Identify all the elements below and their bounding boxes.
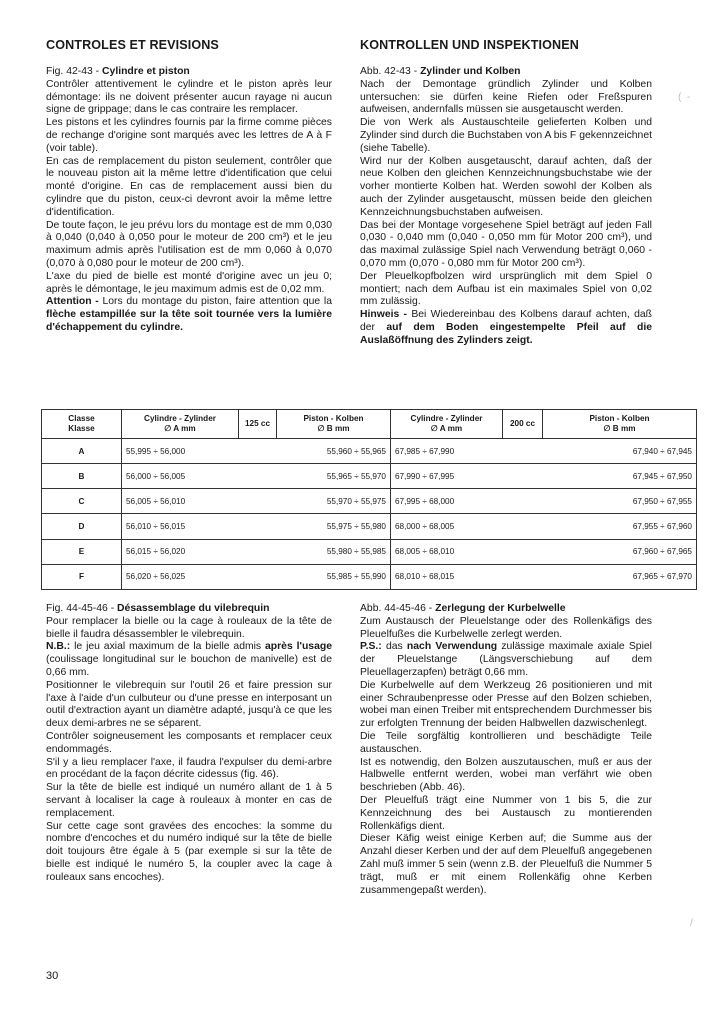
header-cylinder-125: Cylindre - Zylinder ∅ A mm [122, 410, 239, 439]
cylinder-125-cell: 56,020 ÷ 56,025 [122, 564, 239, 589]
piston-200-cell: 67,945 ÷ 67,950 [543, 464, 697, 489]
piston-200-cell: 67,940 ÷ 67,945 [543, 439, 697, 464]
cylinder-200-cell: 68,005 ÷ 68,010 [391, 539, 503, 564]
header-125cc: 125 cc [239, 410, 277, 439]
section-heading-de: KONTROLLEN UND INSPEKTIONEN [360, 38, 579, 52]
scan-mark: / [690, 918, 693, 929]
cylinder-200-cell: 68,010 ÷ 68,015 [391, 564, 503, 589]
class-cell: A [42, 439, 122, 464]
header-classe: Classe Klasse [42, 410, 122, 439]
cylinder-200-cell: 67,995 ÷ 68,000 [391, 489, 503, 514]
fr-paragraph: Sur cette cage sont gravées des encoches: la somme du nombre d'encoches et du numéro indiqué sur la tête de bielle doit toujours être égale à 5 (par exemple si sur la tête de bielle est indiqué le numéro 5, la coupler avec la cage à rouleaux sans encoches). [46, 820, 332, 883]
piston-125-cell: 55,980 ÷ 55,985 [277, 539, 391, 564]
piston-200-cell: 67,950 ÷ 67,955 [543, 489, 697, 514]
class-cell: B [42, 464, 122, 489]
table-row [42, 439, 697, 464]
piston-200-cell: 67,955 ÷ 67,960 [543, 514, 697, 539]
fr-paragraph: Positionner le vilebrequin sur l'outil 26 et faire pression sur l'axe à l'aide d'un culbuteur ou d'une presse en interposant un outil d'extraction ayant un diamètre adapté, jusqu'à ce que les deux demi-arbres ne se séparent. [46, 679, 332, 730]
cylinder-125-cell: 56,000 ÷ 56,005 [122, 464, 239, 489]
table-row [42, 514, 697, 539]
de-paragraph: Wird nur der Kolben ausgetauscht, darauf achten, daß der neue Kolben den gleichen Kennzeichnungsbuchstabe wie der vorher montierte Kolben hat. Werden sowohl der Kolben als auch der Zylinder ausgetauscht, müssen beide den gleichen Kennzeichnungsbuchstaben aufweisen. [360, 155, 652, 218]
de-hint-note: Hinweis - Bei Wiedereinbau des Kolbens darauf achten, daß der auf dem Boden eingestempelte Pfeil auf die Auslaßöffnung des Zylinders zeigt. [360, 309, 653, 346]
de-paragraph: Die Kurbelwelle auf dem Werkzeug 26 positionieren und mit einer Schraubenpresse oder Presse auf den Bolzen schieben, wobei man einen Treiber mit entsprechendem Durchmesser bis zur erfolgten Trennung der beiden Halbwellen dazwischenlegt. [360, 679, 652, 730]
class-cell: D [42, 514, 122, 539]
fr-attention-note: Attention - Lors du montage du piston, faire attention que la flèche estampillée sur la tête soit tournée vers la lumière d'échappement du cylindre. [46, 296, 332, 333]
piston-125-cell: 55,960 ÷ 55,965 [277, 439, 391, 464]
fr-paragraph: Contrôler soigneusement les composants et remplacer ceux endommagés. [46, 730, 332, 755]
table-row [42, 539, 697, 564]
piston-125-cell: 55,970 ÷ 55,975 [277, 489, 391, 514]
de-paragraph: Die von Werk als Austauschteile gelieferten Kolben und Zylinder sind durch die Buchstaben von A bis F gekennzeichnet (siehe Tabelle). [360, 117, 652, 154]
de-ps-note: P.S.: das nach Verwendung zulässige maximale axiale Spiel der Pleuelstange (Längsverschiebung auf dem Pleuellagerzapfen) beträgt 0,66 mm. [360, 641, 652, 678]
fr-caption-crankshaft: Fig. 44-45-46 - Désassemblage du vilebrequin [46, 603, 270, 614]
fr-paragraph: De toute façon, le jeu prévu lors du montage est de mm 0,030 à 0,040 (0,040 à 0,050 pour le moteur de 200 cm³) et le jeu maximum admis après l'utilisation est de mm 0,060 à 0,070 (0,070 à 0,080 pour le moteur de 200 cm³). [46, 219, 332, 269]
cylinder-125-cell: 56,005 ÷ 56,010 [122, 489, 239, 514]
fr-paragraph: Sur la tête de bielle est indiqué un numéro allant de 1 à 5 servant à localiser la cage à rouleaux à monter en cas de remplacement. [46, 782, 332, 819]
de-paragraph: Dieser Käfig weist einige Kerben auf; die Summe aus der Anzahl dieser Kerben und der auf dem Pleuelfuß angegebenen Zahl muß immer 5 sein (wenn z.B. der Pleuelfuß die Nummer 5 trägt, muß er mit einem Rollenkäfig ohne Kerben zusammengepaßt werden). [360, 833, 652, 896]
class-cell: F [42, 564, 122, 589]
fr-nb-note: N.B.: le jeu axial maximum de la bielle admis après l'usage (coulissage longitudinal sur le bouchon de manivelle) est de 0,66 mm. [46, 641, 332, 678]
fr-crankshaft-section [46, 603, 332, 885]
cylinder-125-cell: 56,010 ÷ 56,015 [122, 514, 239, 539]
page-number: 30 [46, 970, 59, 982]
cylinder-125-cell: 56,015 ÷ 56,020 [122, 539, 239, 564]
de-caption-crankshaft: Abb. 44-45-46 - Zerlegung der Kurbelwelle [360, 603, 566, 614]
class-cell: E [42, 539, 122, 564]
cylinder-200-cell: 67,990 ÷ 67,995 [391, 464, 503, 489]
fr-paragraph: Pour remplacer la bielle ou la cage à rouleaux de la tête de bielle il faudra désassembler le vilebrequin. [46, 615, 332, 640]
de-paragraph: Das bei der Montage vorgesehene Spiel beträgt auf jeden Fall 0,030 - 0,040 mm (0,040 - 0,050 mm für Motor 200 cm³), und das maximal zulässige Spiel nach Verwendung beträgt 0,060 - 0,070 mm (0,070 - 0,080 mm für Motor 200 cm³). [360, 219, 652, 269]
fr-paragraph: L'axe du pied de bielle est monté d'origine avec un jeu 0; après le démontage, le jeu maximum admis est de 0,02 mm. [46, 270, 332, 295]
de-paragraph: Der Pleuelfuß trägt eine Nummer von 1 bis 5, die zur Kennzeichnung des bei Austausch zu montierenden Rollenkäfigs dient. [360, 794, 652, 832]
header-200cc: 200 cc [503, 410, 543, 439]
table-header-row [42, 410, 697, 439]
fr-paragraph: Contrôler attentivement le cylindre et le piston après leur démontage: ils ne doivent présenter aucun rayage ni aucun signe de grippage; dans le cas contraire les remplacer. [46, 78, 332, 116]
cylinder-125-cell: 55,995 ÷ 56,000 [122, 439, 239, 464]
cylinder-piston-class-table [41, 409, 697, 590]
fr-paragraph: En cas de remplacement du piston seulement, contrôler que le nouveau piston ait la même lettre d'identification que celui monté d'origine. En cas de remplacement aussi bien du cylindre que du piston, ceux-ci devront avoir la même lettre d'identification. [46, 155, 332, 218]
de-cylinder-piston-section [360, 66, 652, 348]
header-cylinder-200: Cylindre - Zylinder ∅ A mm [391, 410, 503, 439]
piston-200-cell: 67,960 ÷ 67,965 [543, 539, 697, 564]
de-caption-cylinder-piston: Abb. 42-43 - Zylinder und Kolben [360, 66, 521, 77]
de-paragraph: Nach der Demontage gründlich Zylinder und Kolben untersuchen: sie dürfen keine Riefen oder Freßspuren aufweisen, andernfalls müssen sie ausgetauscht werden. [360, 78, 652, 116]
de-paragraph: Die Teile sorgfältig kontrollieren und beschädigte Teile austauschen. [360, 730, 652, 755]
table-row [42, 489, 697, 514]
piston-125-cell: 55,965 ÷ 55,970 [277, 464, 391, 489]
table-row [42, 464, 697, 489]
de-crankshaft-section [360, 603, 652, 897]
de-paragraph: Der Pleuelkopfbolzen wird ursprünglich mit dem Spiel 0 montiert; nach dem Aufbau ist ein maximales Spiel von 0,02 mm zulässig. [360, 270, 652, 308]
de-paragraph: Zum Austausch der Pleuelstange oder des Rollenkäfigs des Pleuelfußes die Kurbelwelle zerlegt werden. [360, 615, 652, 640]
fr-paragraph: S'il y a lieu remplacer l'axe, il faudra l'expulser du demi-arbre en procédant de la façon décrite cidessus (fig. 46). [46, 756, 332, 781]
header-piston-200: Piston - Kolben ∅ B mm [543, 410, 697, 439]
class-cell: C [42, 489, 122, 514]
fr-caption-cylinder-piston: Fig. 42-43 - Cylindre et piston [46, 66, 190, 77]
section-heading-fr: CONTROLES ET REVISIONS [46, 38, 219, 52]
scan-mark: ( - [678, 92, 691, 103]
piston-125-cell: 55,975 ÷ 55,980 [277, 514, 391, 539]
fr-paragraph: Les pistons et les cylindres fournis par la firme comme pièces de rechange d'origine sont marqués avec les lettres de A à F (voir table). [46, 117, 332, 154]
header-piston-125: Piston - Kolben ∅ B mm [277, 410, 391, 439]
table-row [42, 564, 697, 589]
cylinder-200-cell: 68,000 ÷ 68,005 [391, 514, 503, 539]
de-paragraph: Ist es notwendig, den Bolzen auszutauschen, muß er aus der Halbwelle entfernt werden, wobei man verfährt wie oben beschrieben (Abb. 46). [360, 756, 652, 794]
piston-200-cell: 67,965 ÷ 67,970 [543, 564, 697, 589]
piston-125-cell: 55,985 ÷ 55,990 [277, 564, 391, 589]
fr-cylinder-piston-section [46, 66, 332, 335]
cylinder-200-cell: 67,985 ÷ 67,990 [391, 439, 503, 464]
